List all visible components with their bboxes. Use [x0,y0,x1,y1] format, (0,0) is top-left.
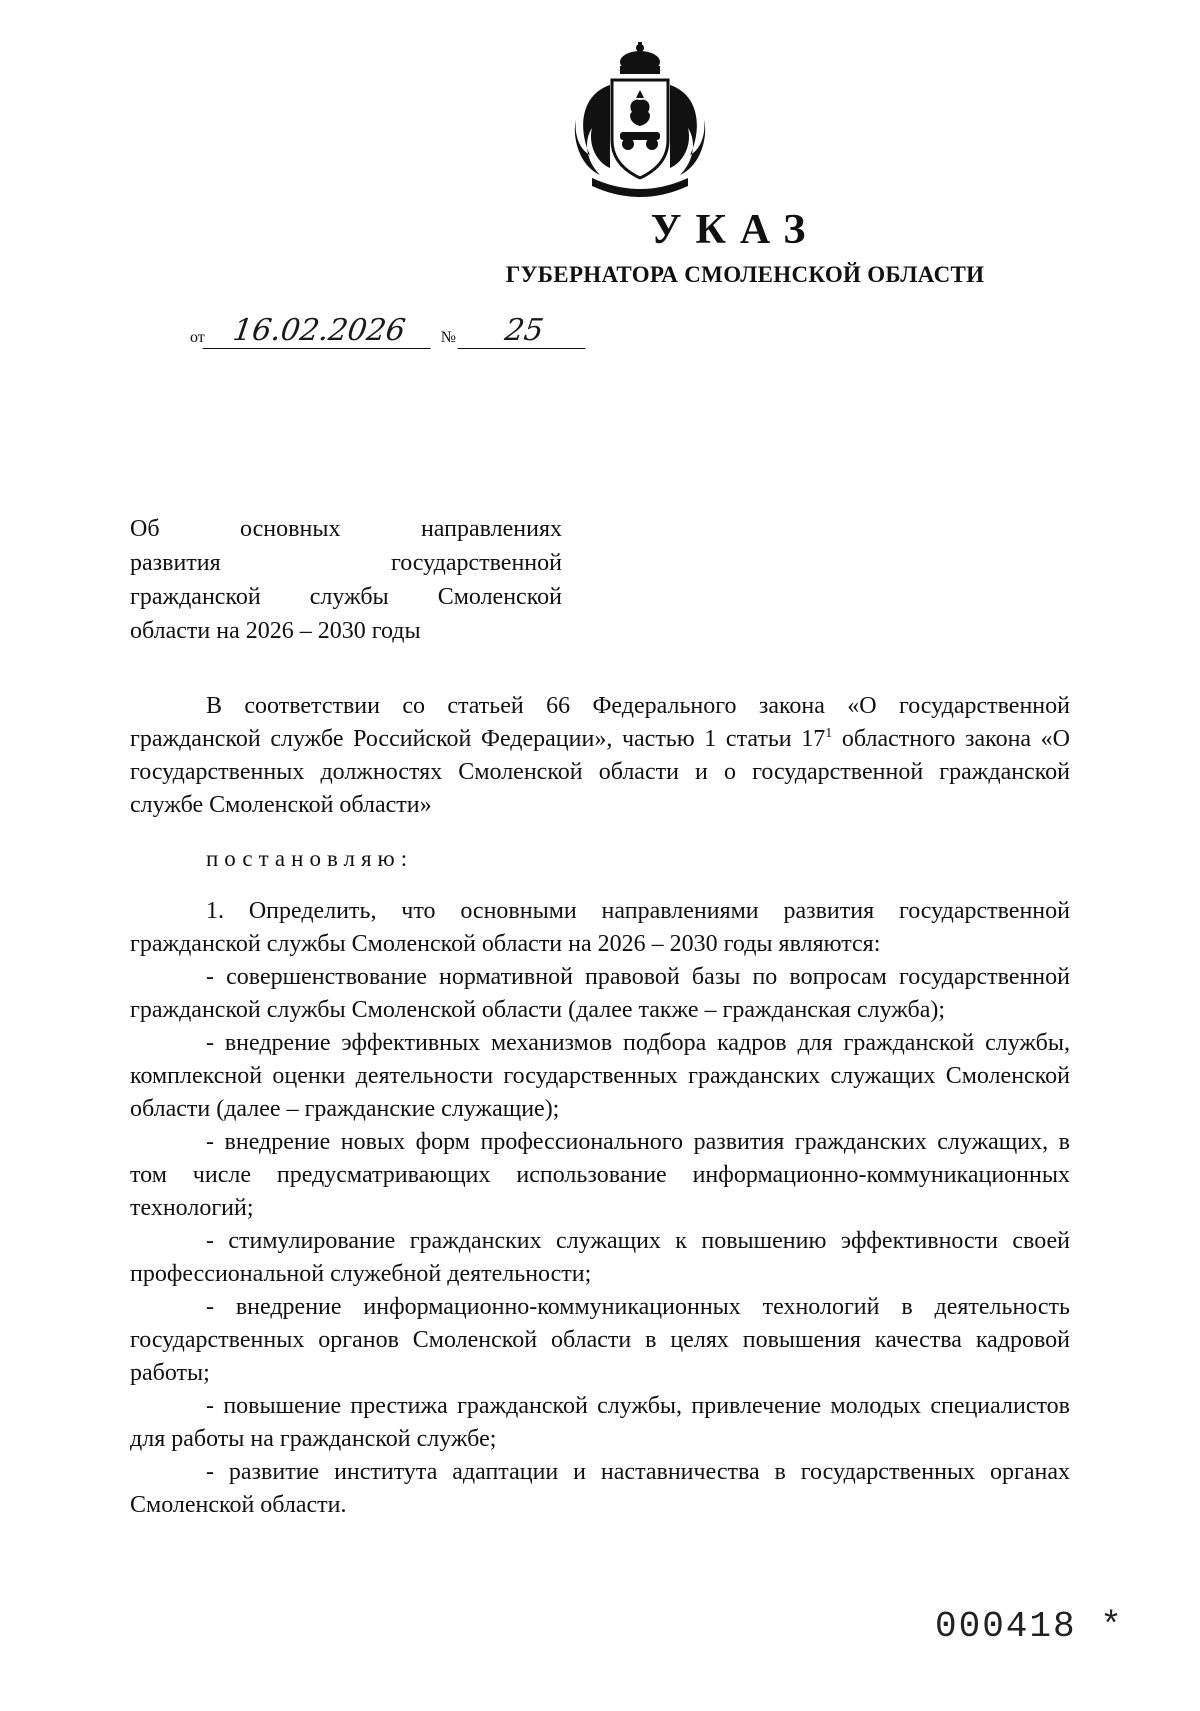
document-serial-number: 000418 * [935,1606,1124,1647]
document-body [130,690,1070,1522]
preamble-text-cont: областного закона «О государственных должностях Смоленской области и о государственной гражданской службе Смоленской области» [130,726,1071,818]
subject-line: области на 2026 – 2030 годы [130,618,421,644]
decree-word: постановляю: [206,846,414,871]
subject-line: развития государственной [130,550,562,576]
document-title: УКАЗ [650,207,820,253]
list-item: - внедрение новых форм профессионального развития гражданских служащих, в том числе предусматривающих использование информационно-коммуникационных технологий; [130,1129,1070,1221]
subject-line: гражданской службы Смоленской [130,584,562,610]
list-item: - повышение престижа гражданской службы, привлечение молодых специалистов для работы на гражданской службе; [130,1393,1070,1452]
list-item: - совершенствование нормативной правовой базы по вопросам государственной гражданской службы Смоленской области (далее также – гражданская служба); [130,964,1070,1023]
list-item: - внедрение эффективных механизмов подбора кадров для гражданской службы, комплексной оценки деятельности государственных гражданских служащих Смоленской области (далее – гражданские служащие); [130,1030,1070,1122]
handwritten-date: 16.02.2026 [202,314,435,349]
coat-of-arms-emblem [570,40,710,200]
document-subtitle: ГУБЕРНАТОРА СМОЛЕНСКОЙ ОБЛАСТИ [505,262,985,287]
preamble-text: В соответствии со статьей 66 Федерального закона «О государственной гражданской службе Российской Федерации», частью 1 статьи 17 [130,693,1070,752]
list-item: - внедрение информационно-коммуникационных технологий в деятельность государственных органов Смоленской области в целях повышения качества кадровой работы; [130,1294,1070,1386]
date-number-line [190,305,588,349]
preamble-superscript: 1 [825,726,833,741]
date-label: от [190,329,205,346]
preamble-paragraph [130,690,1070,822]
clause-1: 1. Определить, что основными направлениями развития государственной гражданской службы Смоленской области на 2026 – 2030 годы являются: [130,898,1070,957]
list-item: - развитие института адаптации и наставничества в государственных органах Смоленской области. [130,1459,1070,1518]
subject-line: Об основных направлениях [130,516,562,542]
handwritten-number: 25 [458,314,591,349]
list-item: - стимулирование гражданских служащих к повышению эффективности своей профессиональной служебной деятельности; [130,1228,1070,1287]
number-label: № [440,329,457,346]
document-subject [130,512,562,648]
